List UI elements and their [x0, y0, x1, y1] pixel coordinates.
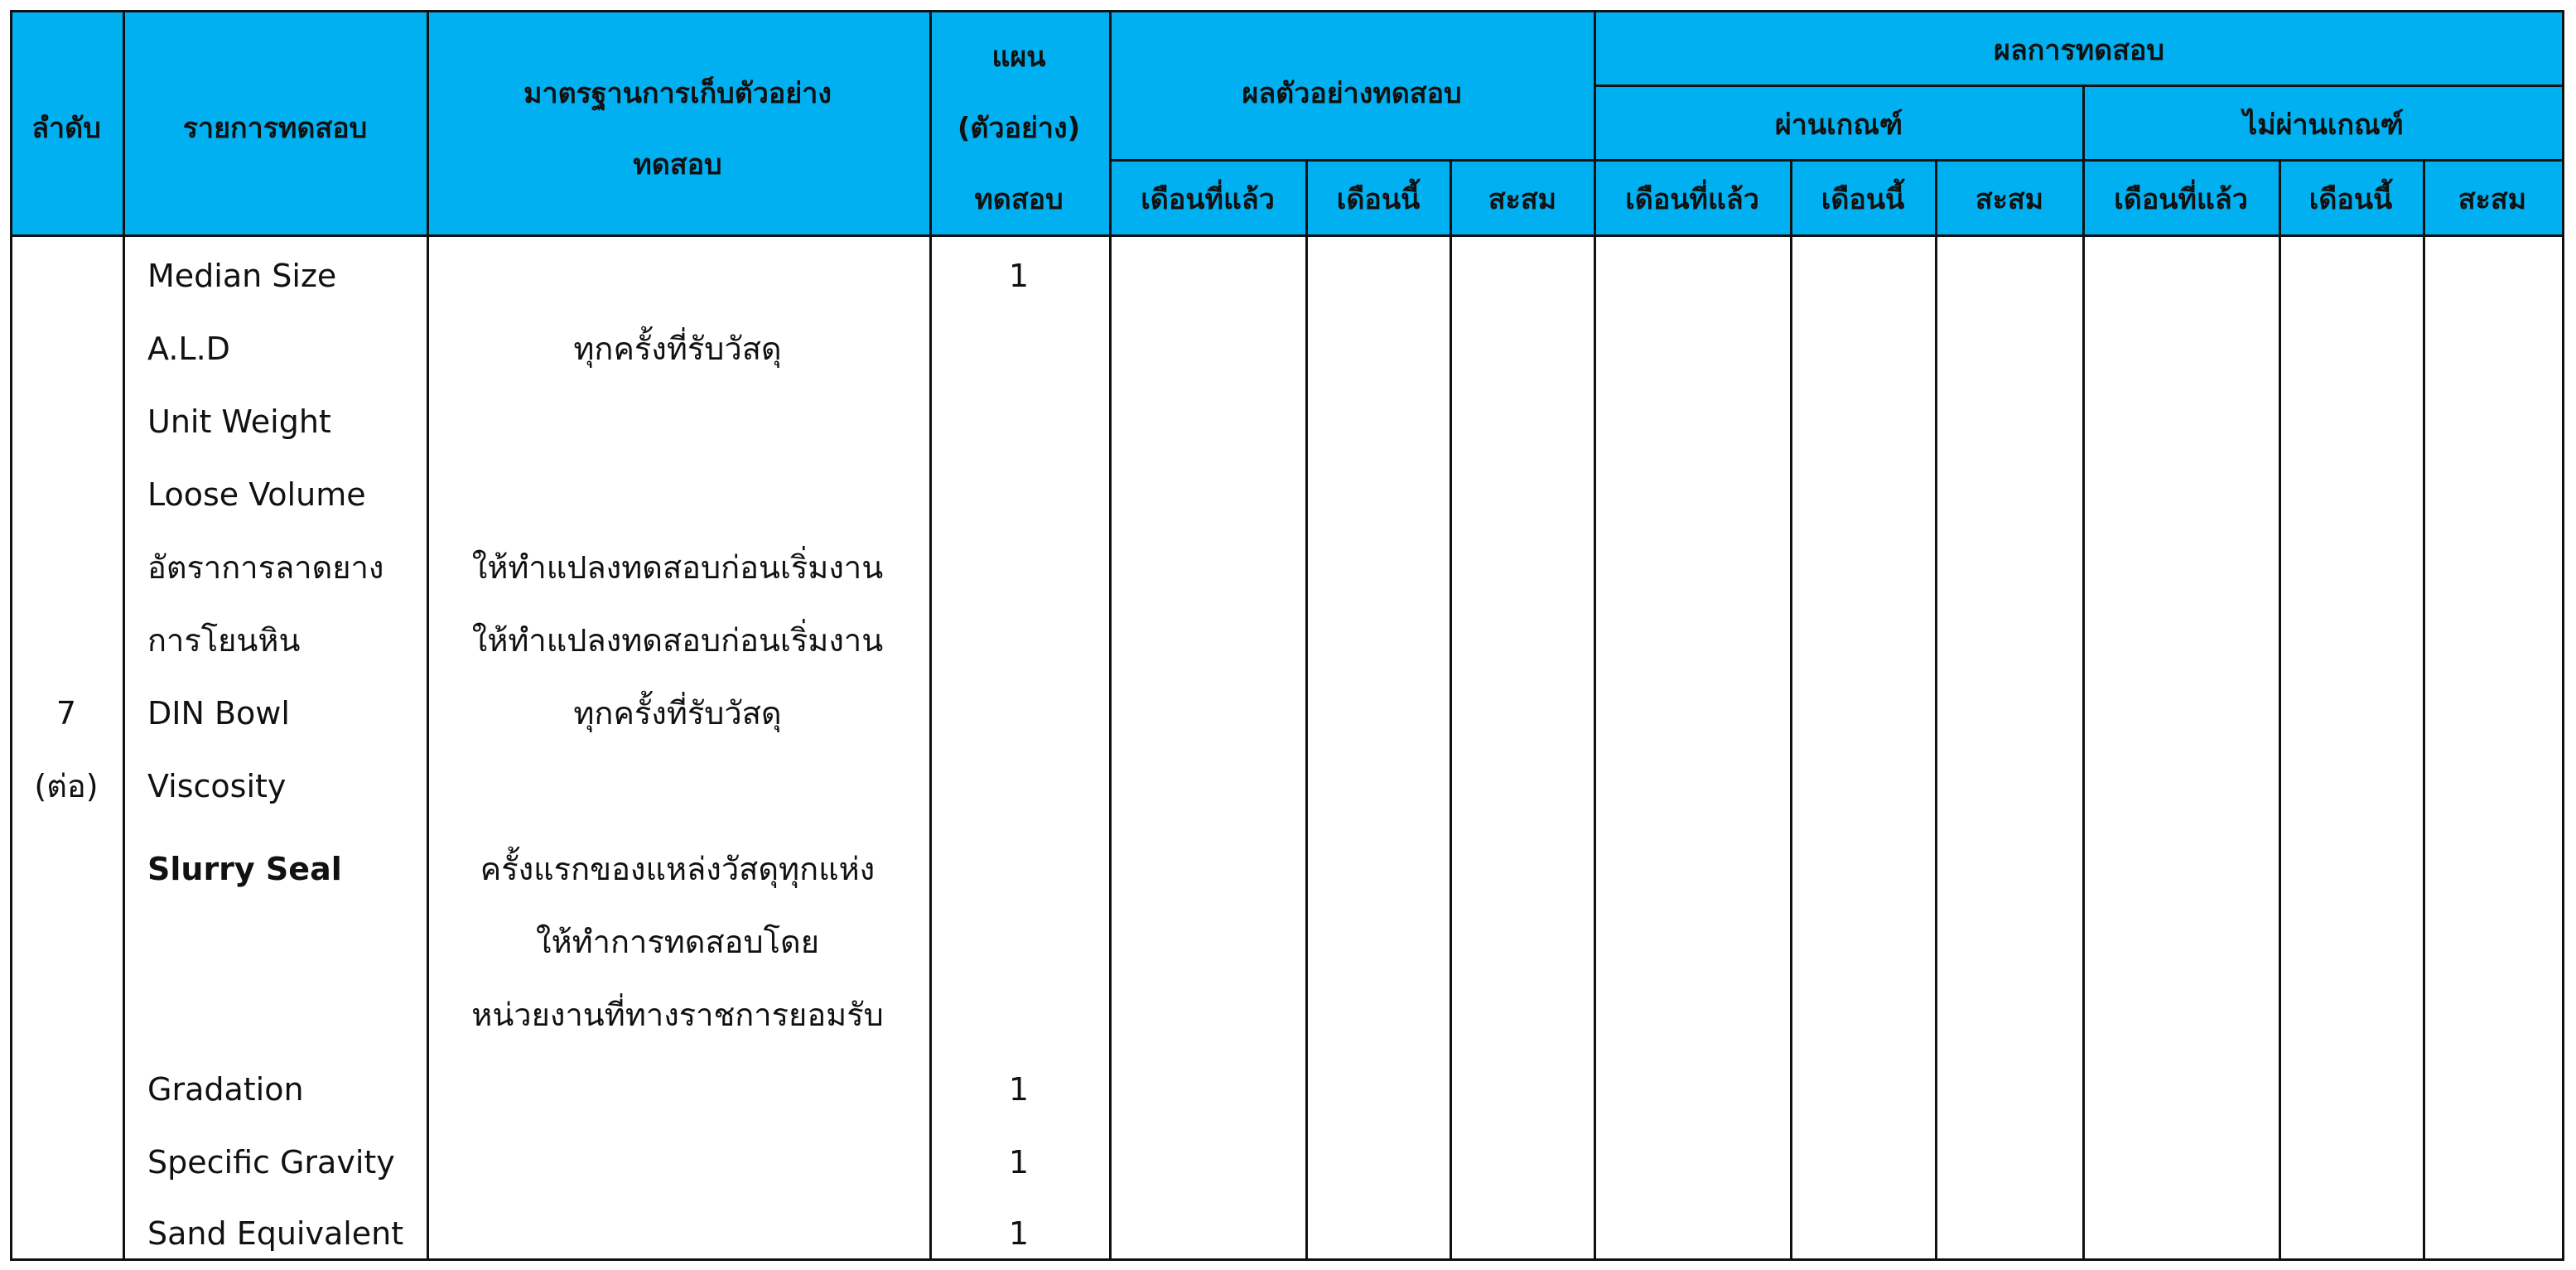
- header-sample-results: ผลตัวอย่างทดสอบ: [1242, 77, 1462, 110]
- sampling-standard: ทุกครั้งที่รับวัสดุ: [573, 695, 782, 732]
- col-divider: [427, 10, 429, 1261]
- sampling-standard: ให้ทำการทดสอบโดย: [536, 924, 819, 960]
- test-item-name: Gradation: [147, 1071, 304, 1108]
- header-plan-line2: (ตัวอย่าง): [957, 112, 1081, 145]
- sampling-standard: ครั้งแรกของแหล่งวัสดุทุกแห่ง: [480, 851, 876, 887]
- header-last-month: เดือนที่แล้ว: [1625, 183, 1759, 216]
- col-divider: [2082, 85, 2085, 1261]
- test-item-name: อัตราการลาดยาง: [147, 549, 384, 586]
- order-number: 7: [55, 695, 77, 732]
- test-item-name: Median Size: [147, 258, 337, 294]
- header-this-month: เดือนนี้: [1821, 183, 1905, 216]
- col-divider: [1450, 159, 1452, 1261]
- border-header-bottom: [10, 234, 2564, 237]
- header-cumulative: สะสม: [1975, 183, 2044, 216]
- header-plan-line3: ทดสอบ: [974, 183, 1064, 216]
- test-item-name: A.L.D: [147, 331, 230, 367]
- header-pass: ผ่านเกณฑ์: [1774, 109, 1903, 142]
- header-standard-line1: มาตรฐานการเก็บตัวอย่าง: [523, 77, 832, 110]
- col-divider: [2423, 159, 2425, 1261]
- plan-count: 1: [1008, 1071, 1030, 1108]
- border-header-row2: [1109, 159, 2564, 162]
- plan-count: 1: [1008, 1215, 1030, 1252]
- header-test-results: ผลการทดสอบ: [1994, 34, 2164, 67]
- col-divider: [1305, 159, 1308, 1261]
- col-divider: [1790, 159, 1792, 1261]
- plan-count: 1: [1008, 258, 1030, 294]
- border-right: [2562, 10, 2564, 1261]
- test-item-name: Slurry Seal: [147, 851, 342, 887]
- header-fail: ไม่ผ่านเกณฑ์: [2243, 109, 2404, 142]
- header-order: ลำดับ: [31, 112, 101, 145]
- col-divider: [1594, 10, 1596, 1261]
- sampling-standard: ให้ทำแปลงทดสอบก่อนเริ่มงาน: [471, 622, 884, 659]
- header-cumulative: สะสม: [1488, 183, 1557, 216]
- header-cumulative: สะสม: [2458, 183, 2527, 216]
- test-item-name: DIN Bowl: [147, 695, 290, 732]
- test-item-name: Viscosity: [147, 768, 287, 804]
- header-last-month: เดือนที่แล้ว: [2114, 183, 2248, 216]
- sampling-standard: หน่วยงานที่ทางราชการยอมรับ: [471, 997, 884, 1033]
- border-header-row1: [1594, 85, 2564, 87]
- header-standard-line2: ทดสอบ: [633, 148, 722, 181]
- border-bottom: [10, 1258, 2564, 1261]
- header-item: รายการทดสอบ: [182, 112, 368, 145]
- col-divider: [2279, 159, 2281, 1261]
- col-divider: [929, 10, 932, 1261]
- header-this-month: เดือนนี้: [1336, 183, 1421, 216]
- border-left: [10, 10, 12, 1261]
- sampling-standard: ทุกครั้งที่รับวัสดุ: [573, 331, 782, 367]
- plan-count: 1: [1008, 1144, 1030, 1181]
- order-suffix: (ต่อ): [34, 768, 99, 804]
- col-divider: [123, 10, 125, 1261]
- border-top: [10, 10, 2564, 12]
- test-item-name: Sand Equivalent: [147, 1215, 404, 1252]
- test-item-name: Unit Weight: [147, 403, 331, 440]
- sampling-standard: ให้ทำแปลงทดสอบก่อนเริ่มงาน: [471, 549, 884, 586]
- test-item-name: Specific Gravity: [147, 1144, 395, 1181]
- header-this-month: เดือนนี้: [2308, 183, 2393, 216]
- col-divider: [1109, 10, 1112, 1261]
- col-divider: [1935, 159, 1937, 1261]
- test-results-table: [10, 10, 2564, 1261]
- test-item-name: Loose Volume: [147, 476, 366, 513]
- test-item-name: การโยนหิน: [147, 622, 301, 659]
- header-plan-line1: แผน: [991, 41, 1046, 74]
- header-last-month: เดือนที่แล้ว: [1141, 183, 1275, 216]
